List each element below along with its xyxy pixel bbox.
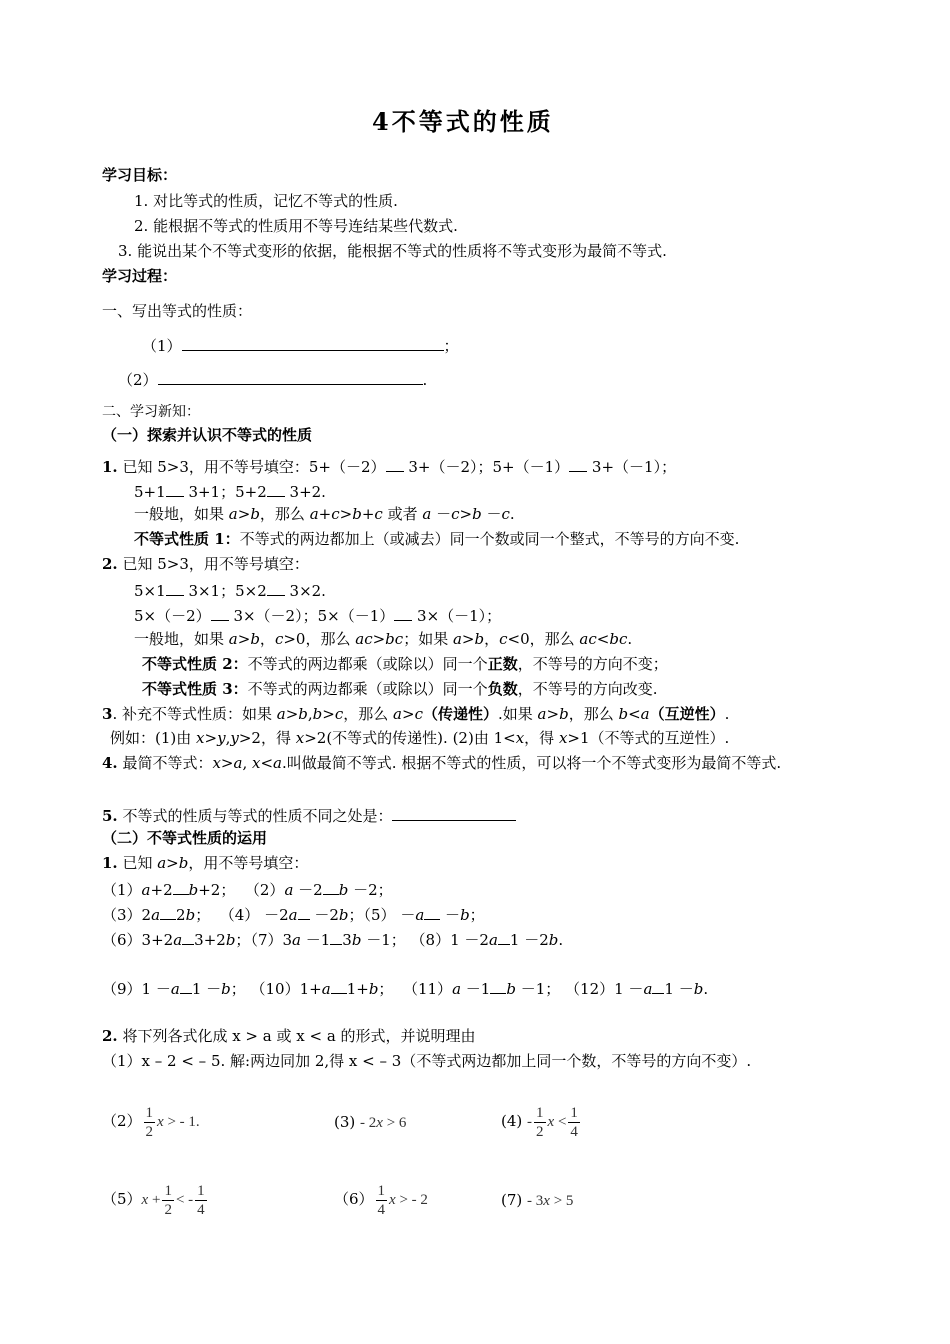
property-1: 不等式性质 1：不等式的两边都加上（或减去）同一个数或同一个整式，不等号的方向不变. — [134, 530, 740, 548]
answer-blank[interactable] — [490, 977, 506, 994]
q1-label: （1） — [142, 337, 182, 355]
page-title: 4不等式的性质 — [372, 107, 554, 136]
item5-difference: 5. 不等式的性质与等式的性质不同之处是： — [102, 804, 516, 826]
section2-heading: （二）不等式性质的运用 — [102, 829, 268, 847]
answer-blank[interactable] — [182, 928, 194, 945]
equation-property-1 — [142, 334, 459, 356]
answer-blank[interactable] — [267, 480, 285, 497]
answer-blank[interactable] — [180, 977, 192, 994]
apply1-row3: （6）3+2a 3+2b；（7）3a －1 3b －1； （8）1 －2a 1 －2b. — [102, 928, 563, 950]
apply2-q5: （5）x + $\frac{1}{2}$ < - $\frac{1}{4}$ — [102, 1182, 205, 1218]
answer-blank[interactable] — [267, 579, 285, 596]
apply2-q6: （6） $\frac{1}{4}$ x > - 2 — [334, 1182, 428, 1218]
apply1-row2: （3）2a 2b； （4） －2a －2b；（5） －a －b； — [102, 903, 485, 925]
fill2-line2: 5×1 3×1；5×2 3×2. — [134, 579, 326, 601]
q2-end: . — [422, 371, 428, 389]
property-2: 不等式性质 2：不等式的两边都乘（或除以）同一个正数，不等号的方向不变； — [142, 655, 668, 673]
fill1-line1: 1. 已知 5>3，用不等号填空：5+（－2） 3+（－2）；5+（－1） 3+（－1）； — [102, 455, 676, 477]
process-heading: 学习过程： — [102, 267, 178, 285]
apply2-q4: (4) - $\frac{1}{2}$ x < $\frac{1}{4}$ — [501, 1104, 578, 1140]
answer-blank[interactable] — [424, 903, 440, 920]
section1-heading: （一）探索并认识不等式的性质 — [102, 426, 313, 444]
apply1-row4: （9）1 －a 1 －b； （10）1+a 1+b； （11）a －1 b －1； （12）1 －a 1 －b. — [102, 977, 708, 999]
answer-blank[interactable] — [166, 480, 184, 497]
item3-supplement: 3. 补充不等式性质：如果 a>b,b>c，那么 a>c（传递性）.如果 a>b，那么 b<a（互逆性）. — [102, 705, 730, 723]
answer-blank[interactable] — [182, 334, 444, 351]
goals-heading: 学习目标： — [102, 166, 178, 184]
apply2-q2: （2） $\frac{1}{2}$ x > - 1. — [102, 1104, 200, 1140]
answer-blank[interactable] — [386, 455, 404, 472]
apply1-row1: （1）a+2 b+2； （2）a －2 b －2； — [102, 878, 393, 900]
goal-item: 2. 能根据不等式的性质用不等号连结某些代数式. — [134, 217, 458, 235]
fill2-line1: 2. 已知 5>3，用不等号填空： — [102, 555, 309, 573]
answer-blank[interactable] — [211, 604, 229, 621]
answer-blank[interactable] — [330, 928, 342, 945]
fill2-general: 一般地，如果 a>b，c>0，那么 ac>bc；如果 a>b，c<0，那么 ac<bc. — [134, 630, 633, 648]
apply2-q1: （1）x – 2 < – 5. 解:两边同加 2,得 x < – 3（不等式两边都加上同一个数，不等号的方向不变）. — [102, 1052, 752, 1070]
goal-item: 3. 能说出某个不等式变形的依据，能根据不等式的性质将不等式变形为最简不等式. — [118, 242, 667, 260]
apply1-intro: 1. 已知 a>b，用不等号填空： — [102, 854, 309, 872]
answer-blank[interactable] — [158, 368, 423, 385]
answer-blank[interactable] — [323, 878, 339, 895]
property-3: 不等式性质 3：不等式的两边都乘（或除以）同一个负数，不等号的方向改变. — [142, 680, 658, 698]
q2-label: （2） — [118, 371, 158, 389]
fill1-general: 一般地，如果 a>b，那么 a+c>b+c 或者 a －c>b －c. — [134, 505, 515, 523]
answer-blank[interactable] — [173, 878, 189, 895]
answer-blank[interactable] — [331, 977, 347, 994]
part2-heading: 二、学习新知： — [102, 404, 200, 420]
answer-blank[interactable] — [498, 928, 510, 945]
apply2-q7: (7) - 3x > 5 — [501, 1191, 574, 1209]
item3-example: 例如：(1)由 x>y,y>2，得 x>2(不等式的传递性). (2)由 1<x，得 x>1（不等式的互逆性）. — [110, 729, 730, 747]
apply2-q3: (3) - 2x > 6 — [334, 1113, 407, 1131]
part1-heading: 一、写出等式的性质： — [102, 302, 253, 320]
answer-blank[interactable] — [160, 903, 176, 920]
item4-simplest: 4. 最简不等式：x>a, x<a.叫做最简不等式. 根据不等式的性质，可以将一个不等式变形为最简不等式. — [102, 754, 782, 772]
answer-blank[interactable] — [394, 604, 412, 621]
goal-item: 1. 对比等式的性质，记忆不等式的性质. — [134, 192, 398, 210]
answer-blank[interactable] — [569, 455, 587, 472]
answer-blank[interactable] — [166, 579, 184, 596]
answer-blank[interactable] — [392, 804, 516, 821]
answer-blank[interactable] — [298, 903, 310, 920]
q1-end: ； — [443, 337, 459, 355]
fill1-line2: 5+1 3+1；5+2 3+2. — [134, 480, 326, 502]
fill2-line3: 5×（－2） 3×（－2）；5×（－1） 3×（－1）； — [134, 604, 501, 626]
answer-blank[interactable] — [652, 977, 664, 994]
equation-property-2 — [118, 368, 427, 390]
apply2-intro: 2. 将下列各式化成 x > a 或 x < a 的形式，并说明理由 — [102, 1027, 476, 1045]
